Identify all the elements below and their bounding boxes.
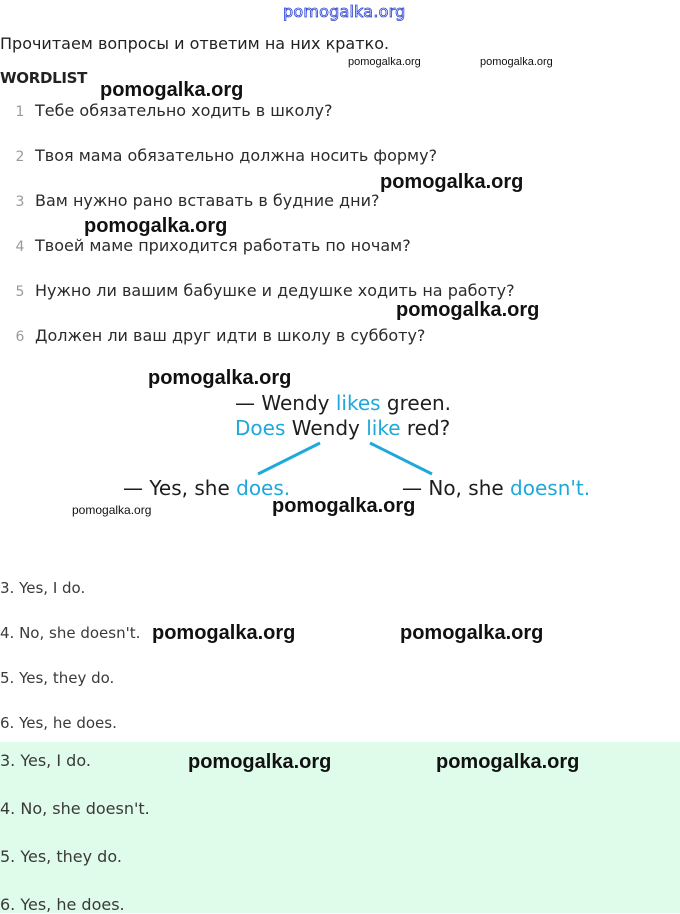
watermark: pomogalka.org [348,56,421,68]
question-number: 6 [15,329,25,345]
highlight-word: likes [335,391,381,415]
highlight-word: doesn't. [510,476,591,500]
answer-item: 4. No, she doesn't. [0,624,141,642]
question-number: 2 [15,149,25,165]
answer-item: 6. Yes, he does. [0,714,117,732]
answer-item: 3. Yes, I do. [0,751,91,770]
answer-item: 6. Yes, he does. [0,895,125,914]
question-text: Вам нужно рано вставать в будние дни? [35,191,380,210]
intro-text: Прочитаем вопросы и ответим на них кратко. [0,34,390,53]
example-short-no: — No, she doesn't. [402,476,591,500]
answer-item: 4. No, she doesn't. [0,799,150,818]
watermark: pomogalka.org [84,215,228,237]
question-text: Твоей маме приходится работать по ночам? [35,236,411,255]
section-title: WORDLIST [0,69,88,87]
question-text: Твоя мама обязательно должна носить форму? [35,146,438,165]
watermark: pomogalka.org [436,751,580,773]
answer-item: 5. Yes, they do. [0,669,115,687]
example-statement: — Wendy likes green. [235,391,452,415]
watermark: pomogalka.org [396,299,540,321]
example-short-yes: — Yes, she does. [123,476,291,500]
connector-yes-line [258,443,320,474]
watermark: pomogalka.org [148,367,292,389]
question-text: Должен ли ваш друг идти в школу в субботу? [35,326,426,345]
answer-item: 3. Yes, I do. [0,579,86,597]
question-number: 4 [15,239,25,255]
watermark: pomogalka.org [152,622,296,644]
watermark: pomogalka.org [100,79,244,101]
watermark: pomogalka.org [272,495,416,517]
watermark: pomogalka.org [400,622,544,644]
watermark: pomogalka.org [480,56,553,68]
highlight-word: does. [236,476,291,500]
question-text: Тебе обязательно ходить в школу? [35,101,333,120]
watermark: pomogalka.org [380,171,524,193]
watermark: pomogalka.org [188,751,332,773]
answer-item: 5. Yes, they do. [0,847,122,866]
question-text: Нужно ли вашим бабушке и дедушке ходить на работу? [35,281,515,300]
site-header-link[interactable]: pomogalka.org [283,2,406,21]
example-question: Does Wendy like red? [235,416,451,440]
question-number: 5 [15,284,25,300]
highlight-word: Does [235,416,286,440]
question-number: 1 [15,104,25,120]
question-number: 3 [15,194,25,210]
connector-no-line [370,443,432,474]
highlight-word: like [366,416,401,440]
watermark: pomogalka.org [72,503,152,517]
